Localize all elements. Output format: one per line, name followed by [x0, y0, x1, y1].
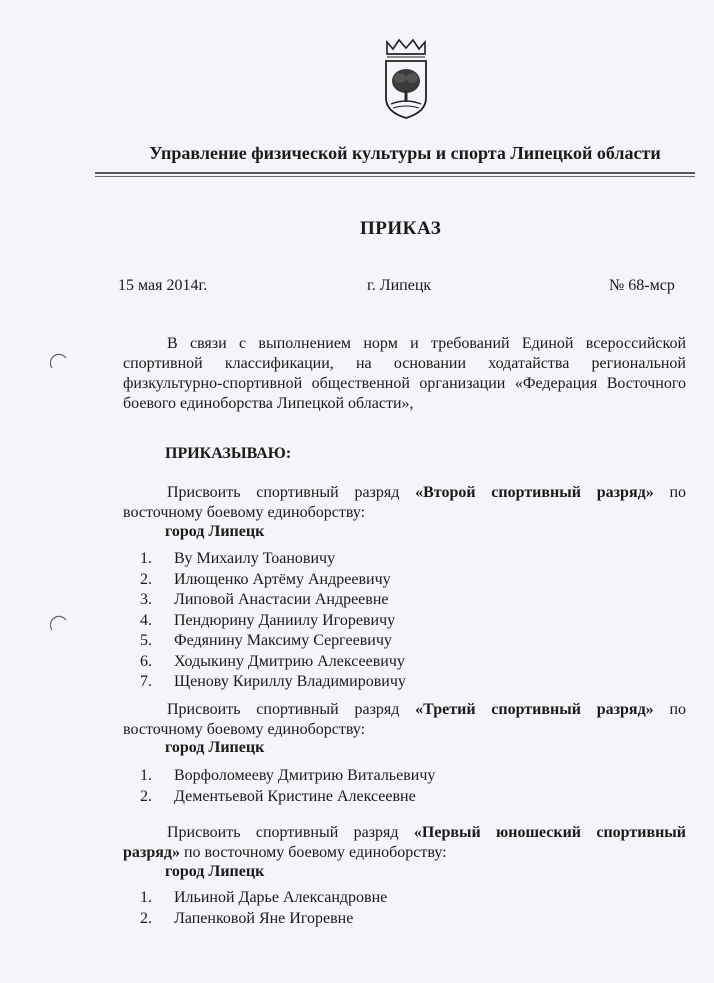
rank-name: «Второй спортивный разряд» [415, 484, 654, 501]
item-number: 1. [140, 550, 152, 567]
item-number: 4. [140, 611, 152, 629]
item-number: 5. [140, 632, 152, 649]
city-heading: город Липецк [165, 739, 265, 756]
assignment-tail: по восточному боевому единоборству: [123, 701, 687, 738]
list-item [140, 570, 406, 591]
athlete-list [140, 766, 435, 807]
assignment-paragraph [123, 823, 686, 863]
header-divider-thin [95, 176, 695, 177]
athlete-name: Пендюрину Даниилу Игоревичу [174, 611, 396, 629]
athlete-name: Ву Михаилу Тоановичу [174, 550, 336, 567]
rank-name: «Первый юношеский спортивный разряд» [123, 824, 687, 861]
punch-hole-icon [50, 352, 68, 370]
list-item [140, 672, 406, 693]
item-number: 2. [140, 787, 152, 805]
item-number: 3. [140, 591, 152, 608]
athlete-name: Щенову Кириллу Владимировичу [174, 673, 406, 690]
document-city: г. Липецк [367, 277, 432, 294]
item-number: 2. [140, 570, 152, 588]
athlete-name: Липовой Анастасии Андреевне [174, 591, 389, 608]
item-number: 6. [140, 652, 152, 670]
athlete-name: Ходыкину Дмитрию Алексеевичу [174, 652, 405, 670]
city-heading: город Липецк [165, 523, 265, 540]
order-heading: ПРИКАЗЫВАЮ: [165, 445, 292, 462]
list-item [140, 909, 387, 930]
coat-of-arms-emblem [381, 38, 431, 120]
item-number: 2. [140, 909, 152, 927]
list-item [140, 631, 406, 652]
list-item [140, 787, 435, 808]
assignment-paragraph [123, 700, 686, 740]
organization-title: Управление физической культуры и спорта Липецкой области [149, 143, 661, 163]
assignment-lead: Присвоить спортивный разряд [167, 824, 399, 841]
list-item [140, 766, 435, 787]
city-heading: город Липецк [165, 863, 265, 880]
athlete-name: Лапенковой Яне Игоревне [174, 909, 354, 927]
athlete-name: Ильиной Дарье Александровне [174, 889, 388, 906]
assignment-lead: Присвоить спортивный разряд [167, 701, 400, 718]
athlete-name: Илющенко Артёму Андреевичу [174, 570, 391, 588]
document-title: ПРИКАЗ [360, 218, 442, 239]
list-item [140, 549, 406, 570]
list-item [140, 652, 406, 673]
rank-name: «Третий спортивный разряд» [415, 701, 654, 718]
list-item [140, 888, 387, 909]
athlete-name: Ворфоломееву Дмитрию Витальевичу [174, 767, 436, 784]
athlete-name: Федянину Максиму Сергеевичу [174, 632, 392, 649]
athlete-list [140, 888, 387, 929]
document-date: 15 мая 2014г. [118, 277, 208, 294]
athlete-name: Дементьевой Кристине Алексеевне [174, 787, 416, 805]
document-number: № 68-мср [609, 277, 675, 294]
item-number: 1. [140, 889, 152, 906]
athlete-list [140, 549, 406, 693]
list-item [140, 611, 406, 632]
assignment-tail: по восточному боевому единоборству: [123, 484, 687, 521]
assignment-paragraph [123, 483, 686, 523]
list-item [140, 590, 406, 611]
item-number: 1. [140, 767, 152, 784]
assignment-lead: Присвоить спортивный разряд [167, 484, 400, 501]
punch-hole-icon [50, 614, 68, 632]
preamble-paragraph: В связи с выполнением норм и требований Единой всероссийской спортивной классификации, на основании ходатайства региональной физкультурно-спортивной общественной организации «Федерация Восточного боевого единоборства Липецкой области», [123, 335, 686, 412]
header-divider [95, 172, 695, 174]
item-number: 7. [140, 673, 152, 690]
assignment-tail: по восточному боевому единоборству: [183, 844, 447, 861]
